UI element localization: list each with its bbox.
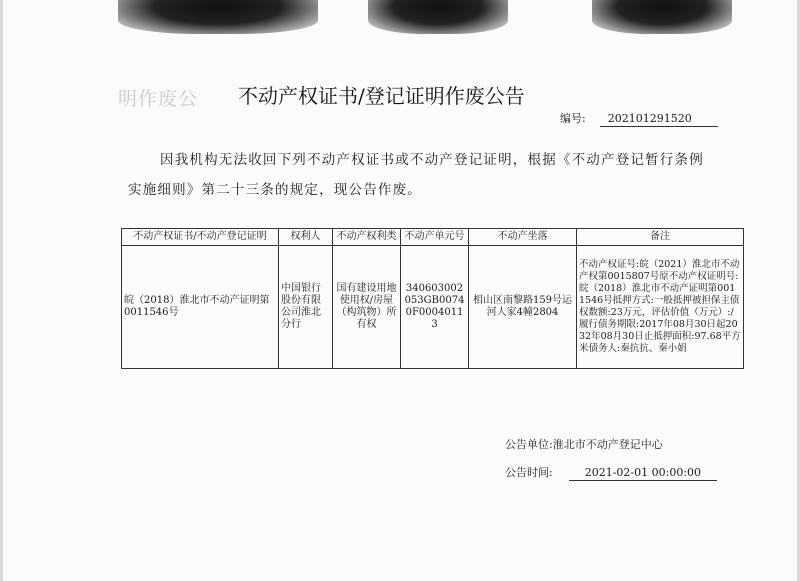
column-header: 备注 [577, 229, 744, 246]
right-type-cell: 国有建设用地使用权/房屋（构筑物）所有权 [333, 246, 401, 369]
document-number [560, 110, 718, 127]
bleed-through-text: 明作废公 [118, 88, 199, 110]
table-row [122, 246, 744, 369]
publishing-time-value: 2021-02-01 00:00:00 [569, 466, 717, 481]
table-header-row [122, 229, 744, 246]
scan-artifact [118, 0, 318, 34]
column-header: 不动产坐落 [469, 229, 577, 246]
document-number-label: 编号: [560, 112, 586, 125]
unit-number-cell: 340603002053GB00740F00040113 [401, 246, 469, 369]
document-number-value: 202101291520 [600, 112, 718, 127]
column-header: 不动产权利类 [333, 229, 401, 246]
publishing-unit-label: 公告单位: [505, 438, 553, 451]
publishing-unit-value: 淮北市不动产登记中心 [552, 438, 663, 451]
announcement-paragraph: 因我机构无法收回下列不动产权证书或不动产登记证明，根据《不动产登记暂行条例 [160, 152, 704, 168]
announcement-paragraph-continued: 实施细则》第二十三条的规定，现公告作废。 [128, 182, 422, 198]
holder-cell: 中国银行股份有限公司淮北分行 [279, 246, 333, 369]
location-cell: 相山区南黎路159号运河人家4幢2804 [469, 246, 577, 369]
publishing-time-label: 公告时间: [505, 466, 553, 479]
scan-artifact [592, 0, 732, 34]
column-header: 不动产权证书/不动产登记证明 [122, 229, 279, 246]
column-header: 权利人 [279, 229, 333, 246]
column-header: 不动产单元号 [401, 229, 469, 246]
notes-cell: 不动产权证号:皖（2021）淮北市不动产权第0015807号原不动产权证明号:皖（2018）淮北市不动产证明第0011546号抵押方式:一般抵押被担保主债权数额:23万元，评估价值（万元）:/履行债务期限:2017年08月30日起2032年08月30日止抵押面积:97.68平方米债务人:秦抗抗、秦小娟 [577, 246, 744, 369]
publishing-unit [505, 436, 663, 452]
page-title: 不动产权证书/登记证明作废公告 [238, 84, 525, 108]
scan-artifact [368, 0, 508, 34]
scan-edge [0, 0, 3, 581]
certificate-cell: 皖（2018）淮北市不动产证明第0011546号 [122, 246, 279, 369]
publishing-time [505, 464, 717, 481]
certificate-table [121, 228, 744, 369]
